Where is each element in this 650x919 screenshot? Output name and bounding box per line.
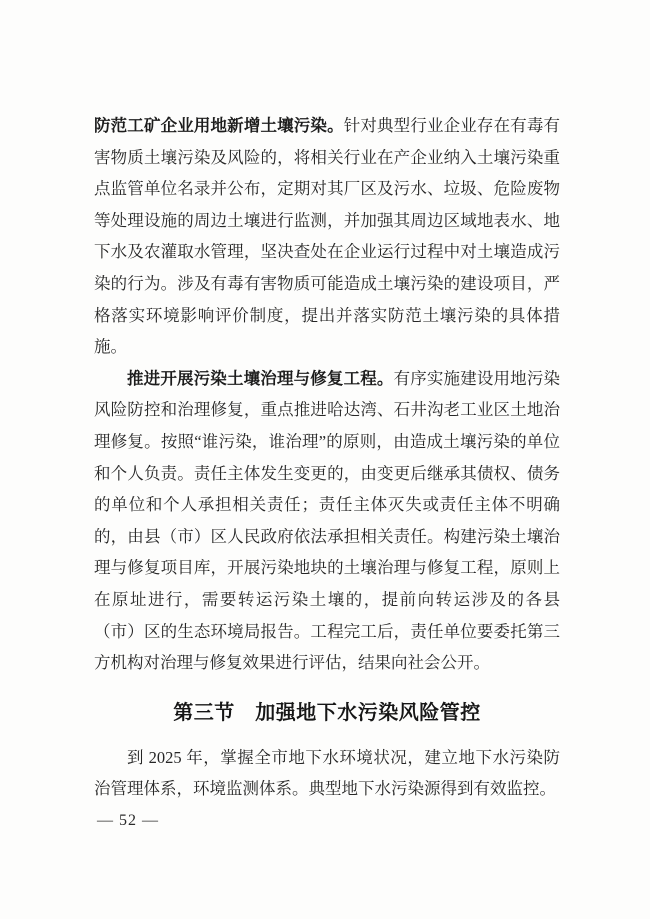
- page-content: [94, 110, 560, 805]
- page-number: — 52 —: [97, 812, 159, 829]
- section-heading: 第三节 加强地下水污染风险管控: [173, 701, 481, 724]
- paragraph-soil-new-pollution: [94, 110, 560, 363]
- paragraph-groundwater-goals: 到 2025 年，掌握全市地下水环境状况，建立地下水污染防治管理体系，环境监测体系。典型地下水污染源得到有效监控。: [94, 747, 560, 799]
- paragraph-soil-remediation: [94, 363, 560, 679]
- paragraph-1-body: 针对典型行业企业存在有毒有害物质土壤污染及风险的，将相关行业在产企业纳入土壤污染重点监管单位名录并公布，定期对其厂区及污水、垃圾、危险废物等处理设施的周边土壤进行监测，并加强其周边区域地表水、地下水及农灌取水管理，坚决查处在企业运行过程中对土壤造成污染的行为。涉及有毒有害物质可能造成土壤污染的建设项目，严格落实环境影响评价制度，提出并落实防范土壤污染的具体措施。: [94, 116, 561, 357]
- paragraph-1-lead: 防范工矿企业用地新增土壤污染。: [94, 116, 344, 135]
- paragraph-2-lead: 推进开展污染土壤治理与修复工程。: [127, 368, 394, 388]
- paragraph-2-body: 有序实施建设用地污染风险防控和治理修复，重点推进哈达湾、石井沟老工业区土地治理修复。按照“谁污染，谁治理”的原则，由造成土壤污染的单位和个人负责。责任主体发生变更的，由变更后继承其债权、债务的单位和个人承担相关责任；责任主体灭失或责任主体不明确的，由县（市）区人民政府依法承担相关责任。构建污染土壤治理与修复项目库，开展污染地块的土壤治理与修复工程，原则上在原址进行，需要转运污染土壤的，提前向转运涉及的各县（市）区的生态环境局报告。工程完工后，责任单位要委托第三方机构对治理与修复效果进行评估，结果向社会公开。: [94, 368, 561, 673]
